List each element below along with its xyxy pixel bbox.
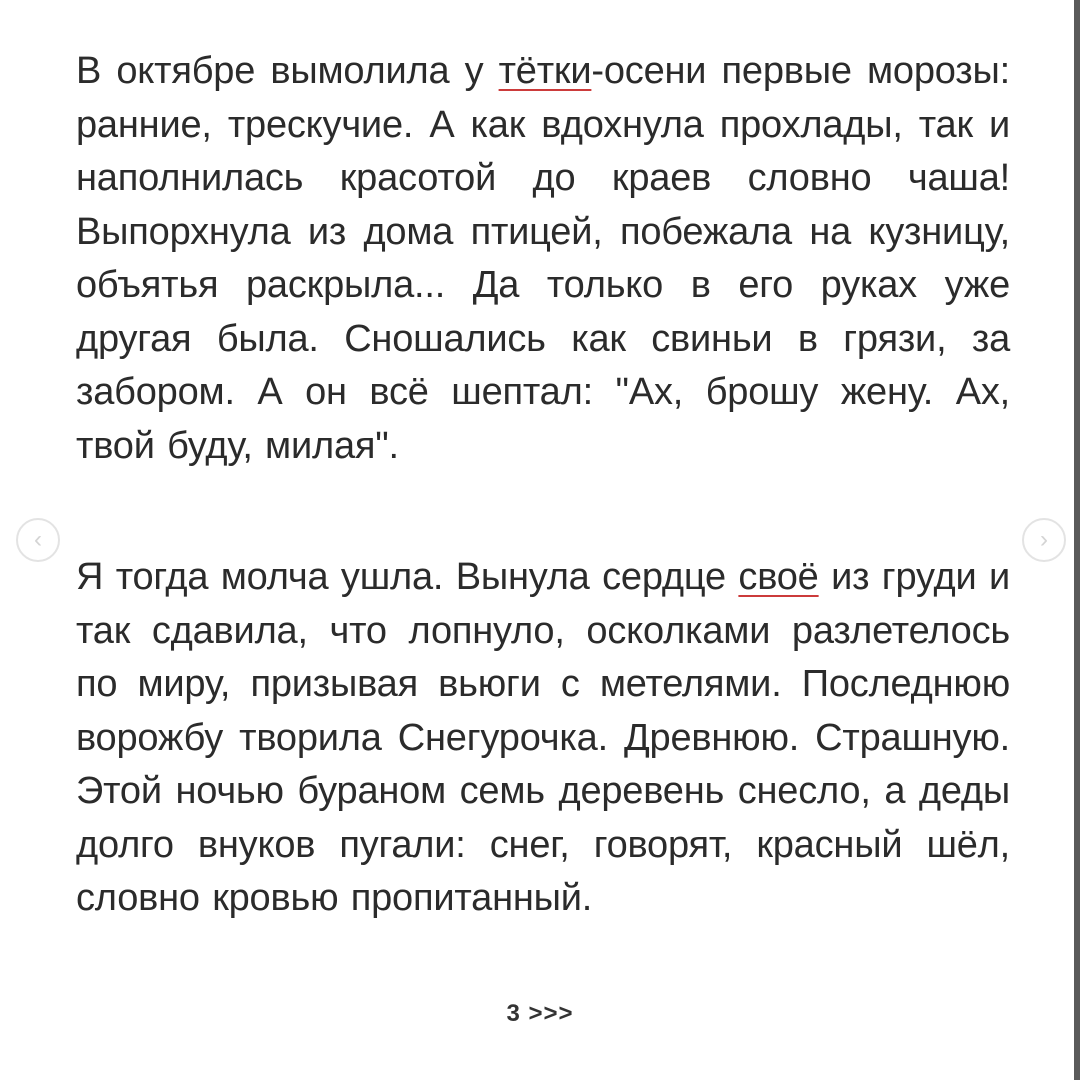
- chevron-right-icon: ›: [1040, 526, 1048, 553]
- spellcheck-underlined-word: своё: [738, 556, 819, 598]
- paragraph-1-text-start: В октябре вымолила у: [76, 50, 499, 92]
- paragraph-1-text-end: -осени первые морозы: ранние, трескучие. А как вдохнула прохлады, так и наполнилась красотой до краев словно чаша! Выпорхнула из дома птицей, побежала на кузницу, объятья раскрыла... Да только в его руках уже другая была. Сношались как свиньи в грязи, за забором. А он всё шептал: "Ах, брошу жену. Ах, твой буду, милая".: [76, 50, 1010, 467]
- paragraph-2-text-start: Я тогда молча ушла. Вынула сердце: [76, 556, 739, 598]
- carousel-next-button[interactable]: [1022, 518, 1066, 562]
- carousel-prev-button[interactable]: [16, 518, 60, 562]
- paragraph-2-text-end: из груди и так сдавила, что лопнуло, осколками разлетелось по миру, призывая вьюги с метелями. Последнюю ворожбу творила Снегурочка. Древнюю. Страшную. Этой ночью бураном семь деревень снесло, а деды долго внуков пугали: снег, говорят, красный шёл, словно кровью пропитанный.: [76, 556, 1010, 919]
- chevron-left-icon: ‹: [34, 526, 42, 553]
- story-paragraph-2: [76, 551, 1010, 926]
- page-indicator: 3 >>>: [506, 1000, 574, 1027]
- story-paragraph-1: [76, 45, 1010, 473]
- spellcheck-underlined-word: тётки: [498, 50, 592, 92]
